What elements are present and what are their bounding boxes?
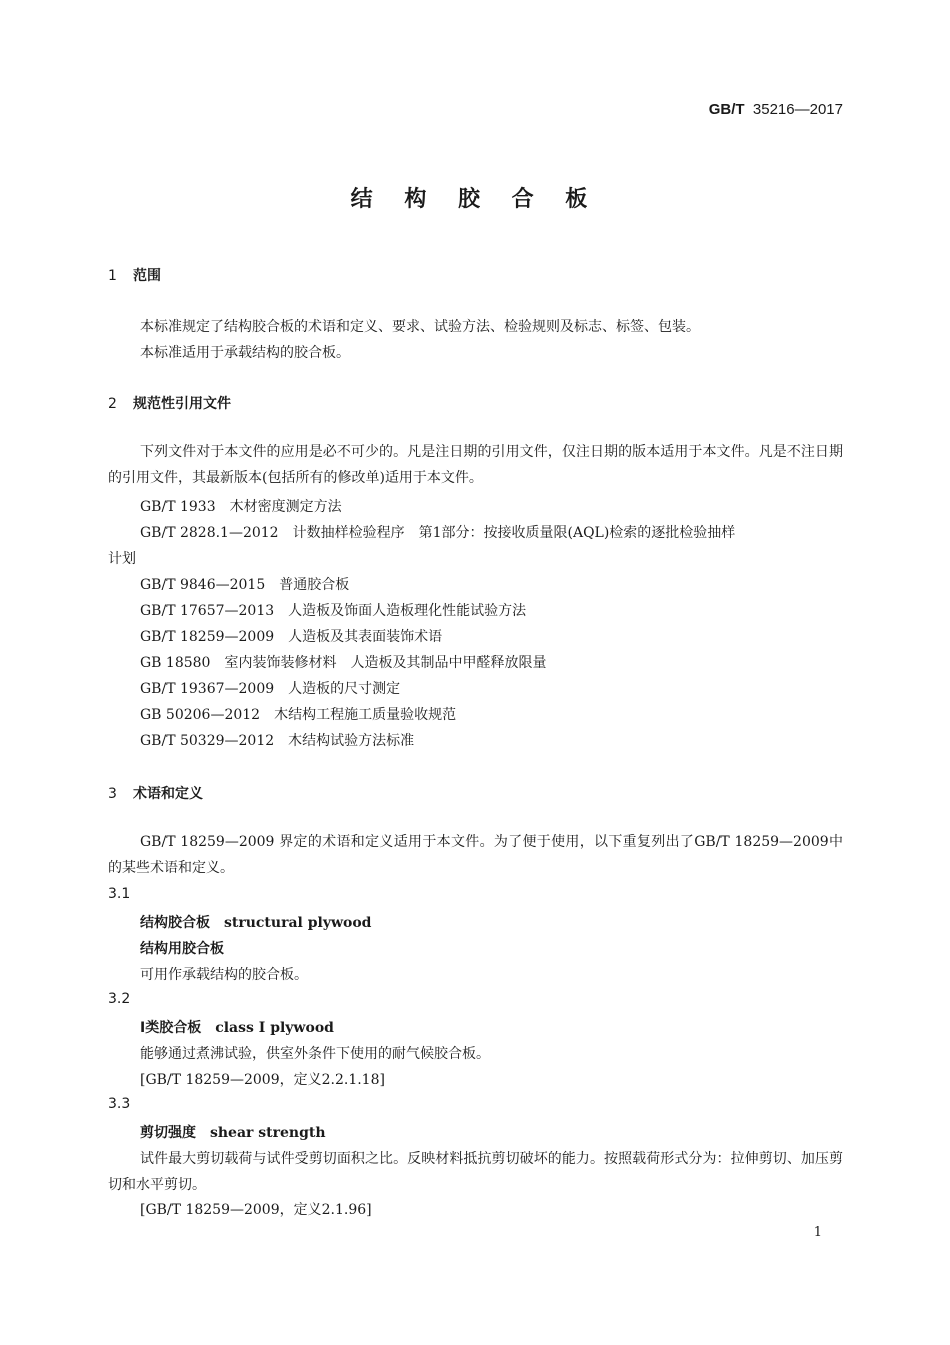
reference-item <box>140 730 414 750</box>
page-number: 1 <box>813 1225 822 1240</box>
scope-paragraph-2: 本标准适用于承载结构的胶合板。 <box>140 345 350 361</box>
reference-name: 人造板及饰面人造板理化性能试验方法 <box>288 603 527 619</box>
reference-name: 普通胶合板 <box>279 577 350 593</box>
reference-item <box>140 678 400 698</box>
reference-item <box>140 600 526 620</box>
reference-code: GB/T 2828.1—2012 <box>140 525 279 541</box>
section-title: 范围 <box>133 268 161 284</box>
reference-code: GB 18580 <box>140 655 211 671</box>
section-3-heading <box>108 783 203 803</box>
section-1-heading <box>108 265 161 285</box>
term-cn: Ⅰ类胶合板 <box>140 1020 202 1036</box>
term-number: 3.2 <box>108 991 131 1007</box>
term-definition: 能够通过煮沸试验，供室外条件下使用的耐气候胶合板。 <box>140 1046 490 1062</box>
term-number: 3.1 <box>108 886 131 902</box>
std-prefix: GB/T <box>708 101 745 118</box>
section-number: 1 <box>108 268 117 284</box>
reference-code: GB/T 50329—2012 <box>140 733 275 749</box>
term-cn: 结构胶合板 <box>140 915 210 931</box>
term-en: structural plywood <box>224 915 372 931</box>
reference-name: 人造板及其表面装饰术语 <box>288 629 443 645</box>
reference-code: GB 50206—2012 <box>140 707 261 723</box>
reference-code: GB/T 18259—2009 <box>140 629 275 645</box>
term-cn: 剪切强度 <box>140 1125 196 1141</box>
term-source: [GB/T 18259—2009，定义2.1.96] <box>140 1202 372 1218</box>
reference-continuation: 计划 <box>108 551 136 567</box>
term-alt: 结构用胶合板 <box>140 941 224 957</box>
reference-code: GB/T 19367—2009 <box>140 681 275 697</box>
normative-intro: 下列文件对于本文件的应用是必不可少的。凡是注日期的引用文件，仅注日期的版本适用于本文件。凡是不注日期的引用文件，其最新版本(包括所有的修改单)适用于本文件。 <box>108 444 843 486</box>
reference-name: 木材密度测定方法 <box>229 499 342 515</box>
section-2-heading <box>108 393 231 413</box>
reference-code: GB/T 17657—2013 <box>140 603 275 619</box>
reference-code: GB/T 1933 <box>140 499 216 515</box>
std-number: 35216—2017 <box>752 101 843 118</box>
reference-name: 人造板的尺寸测定 <box>288 681 401 697</box>
section-title: 术语和定义 <box>133 786 203 802</box>
term-heading <box>140 1122 326 1142</box>
section-number: 3 <box>108 786 117 802</box>
term-source: [GB/T 18259—2009，定义2.2.1.18] <box>140 1072 385 1088</box>
term-en: shear strength <box>210 1125 326 1141</box>
term-number: 3.3 <box>108 1096 131 1112</box>
reference-name: 木结构试验方法标准 <box>288 733 415 749</box>
term-definition: 可用作承载结构的胶合板。 <box>140 967 308 983</box>
reference-item <box>140 522 735 542</box>
reference-item <box>140 574 349 594</box>
reference-item <box>140 652 546 672</box>
section-title: 规范性引用文件 <box>133 396 231 412</box>
reference-code: GB/T 9846—2015 <box>140 577 266 593</box>
reference-name: 室内装饰装修材料 人造板及其制品中甲醛释放限量 <box>224 655 547 671</box>
term-en: class Ⅰ plywood <box>215 1020 334 1036</box>
section-number: 2 <box>108 396 117 412</box>
document-title: 结 构 胶 合 板 <box>350 187 600 212</box>
reference-name: 计数抽样检验程序 第1部分：按接收质量限(AQL)检索的逐批检验抽样 <box>292 525 736 541</box>
term-heading <box>140 912 371 932</box>
standard-code <box>709 101 843 118</box>
scope-paragraph-1: 本标准规定了结构胶合板的术语和定义、要求、试验方法、检验规则及标志、标签、包装。 <box>140 319 700 335</box>
term-heading <box>140 1017 334 1037</box>
terms-intro: GB/T 18259—2009 界定的术语和定义适用于本文件。为了便于使用，以下重复列出了GB/T 18259—2009中的某些术语和定义。 <box>108 834 843 876</box>
reference-item <box>140 704 456 724</box>
reference-item <box>140 496 342 516</box>
term-definition: 试件最大剪切载荷与试件受剪切面积之比。反映材料抵抗剪切破坏的能力。按照载荷形式分为：拉伸剪切、加压剪切和水平剪切。 <box>108 1151 843 1193</box>
reference-item <box>140 626 442 646</box>
reference-name: 木结构工程施工质量验收规范 <box>274 707 457 723</box>
